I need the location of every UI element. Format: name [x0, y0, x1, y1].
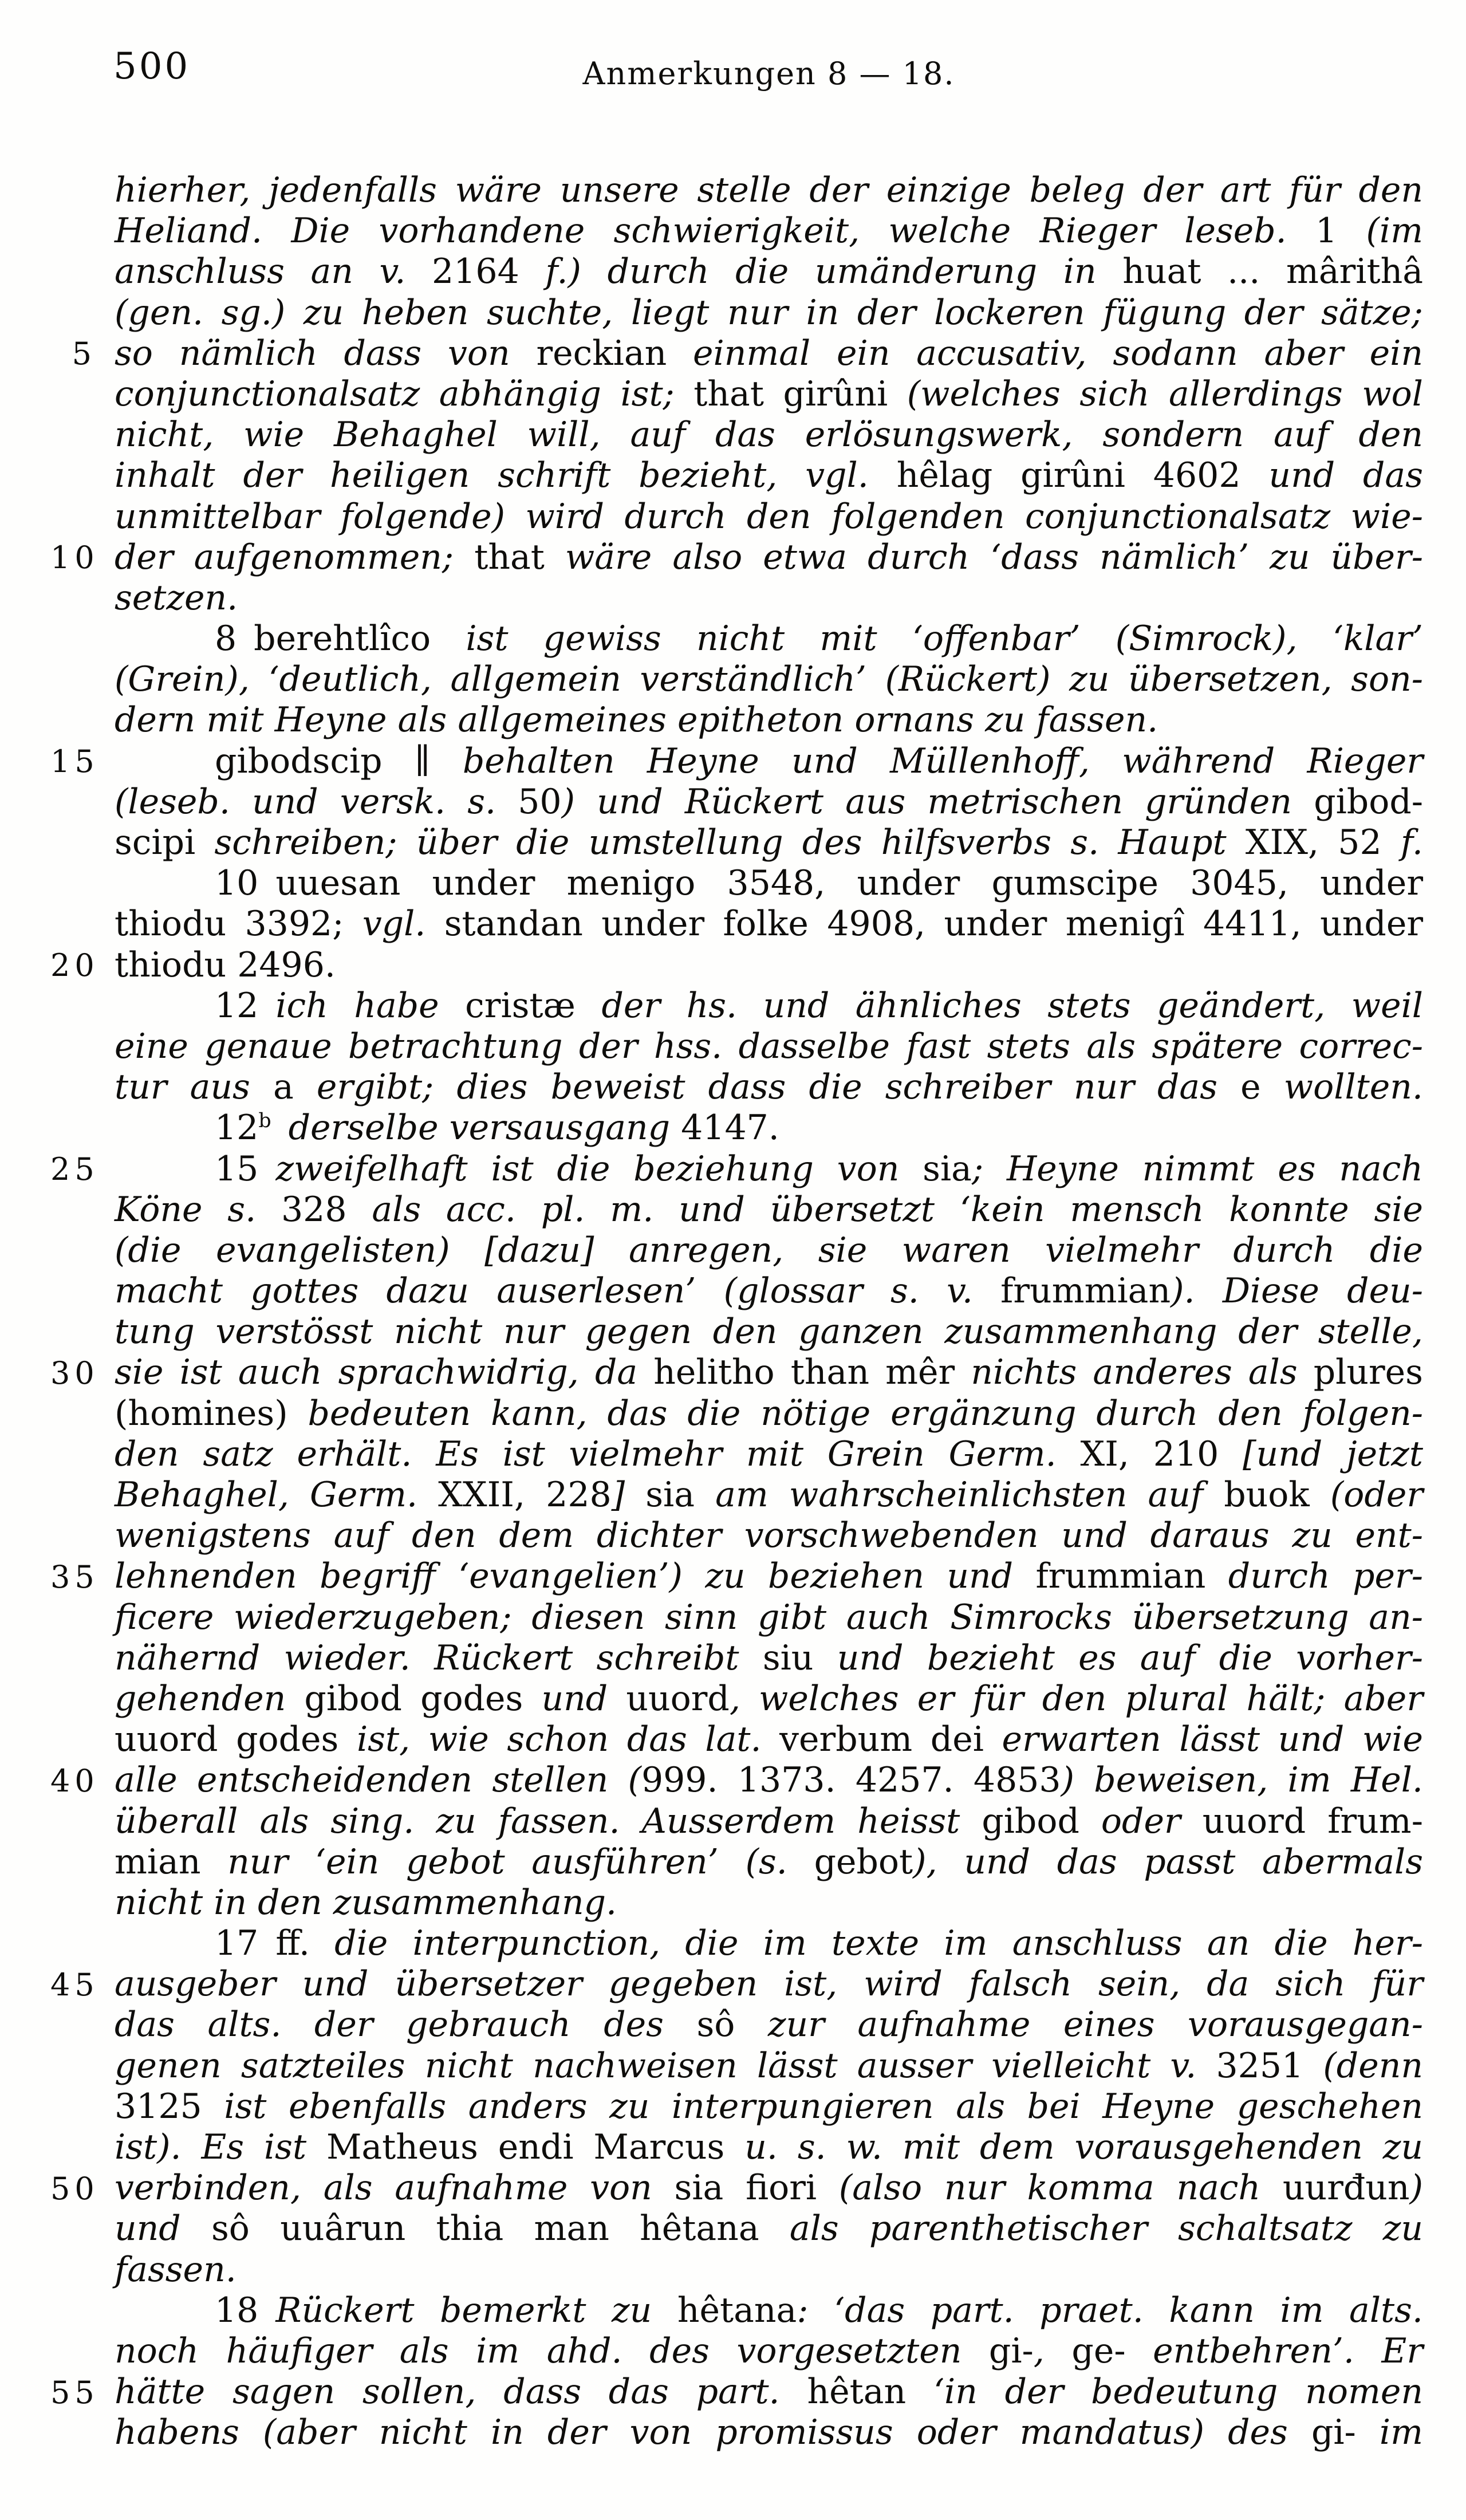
margin-line-number: 30	[50, 1354, 99, 1391]
roman-run: sô	[696, 2005, 735, 2045]
roman-run: mian	[115, 1841, 201, 1882]
italic-run: Behaghel, Germ.	[115, 1475, 439, 1515]
italic-run: ergibt; dies beweist dass die schreiber nur das	[293, 1067, 1241, 1108]
text-line	[115, 1679, 1423, 1719]
italic-run: (leseb. und versk. s.	[115, 781, 518, 822]
italic-run: nur ‘ein gebot ausführen’ (s.	[200, 1841, 814, 1882]
text-line	[115, 1638, 1423, 1679]
text-line	[115, 1597, 1423, 1638]
margin-line-number: 55	[50, 2374, 99, 2411]
roman-run: 12	[215, 1108, 259, 1148]
roman-run: 999. 1373. 4257. 4853	[641, 1760, 1061, 1801]
roman-run: standan under folke 4908, under menigî 4411, under	[444, 904, 1424, 944]
roman-run: 12	[215, 985, 276, 1026]
italic-run: ist ebenfalls anders zu interpungieren als bei Heyne geschehen	[202, 2086, 1423, 2127]
text-line	[115, 2372, 1423, 2412]
italic-run: und	[523, 1678, 626, 1719]
italic-run: ‘in der bedeutung nomen	[906, 2372, 1423, 2412]
margin-line-number: 5	[72, 335, 96, 372]
roman-run: 3125	[115, 2086, 202, 2127]
roman-run: huat ... mârithâ	[1122, 251, 1424, 292]
italic-run: ,	[1033, 2330, 1072, 2371]
roman-run: gebot	[814, 1841, 913, 1882]
roman-run: thiodu 3392;	[115, 904, 362, 944]
italic-run: nicht, wie Behaghel will, auf das erlösungswerk, sondern auf den	[115, 415, 1423, 455]
roman-run: hêtan	[807, 2372, 907, 2412]
text-line	[115, 1230, 1423, 1271]
italic-run: überall als sing. zu fassen. Ausserdem heisst	[115, 1801, 982, 1841]
italic-run: ficere wiederzugeben; diesen sinn gibt auch Simrocks übersetzung an-	[115, 1597, 1423, 1637]
italic-run: und bezieht es auf die vorher-	[813, 1637, 1424, 1678]
italic-run: genen satzteiles nicht nachweisen lässt ausser vielleicht v.	[115, 2045, 1216, 2086]
italic-run: [und jetzt	[1219, 1434, 1423, 1474]
text-line	[115, 1801, 1423, 1842]
text-line	[115, 333, 1423, 374]
roman-run: Matheus endi Marcus	[326, 2127, 725, 2167]
italic-run: wenigstens auf den dem dichter vorschwebenden und daraus zu ent-	[115, 1515, 1423, 1556]
text-line	[115, 1393, 1423, 1434]
text-line	[115, 293, 1423, 333]
text-line	[115, 455, 1423, 496]
italic-run: der aufgenommen;	[115, 537, 475, 577]
italic-run: , welches er für den plural hält; aber	[729, 1678, 1423, 1719]
italic-run: verbinden, als aufnahme von	[115, 2168, 675, 2208]
text-line	[115, 986, 1423, 1026]
italic-run: conjunctionalsatz abhängig ist;	[115, 373, 694, 414]
italic-run: ich habe	[275, 985, 466, 1026]
margin-line-number: 35	[50, 1558, 99, 1595]
text-line	[115, 2005, 1423, 2045]
text-line	[115, 1271, 1423, 1312]
italic-run: die interpunction, die im texte im anschluss an die her-	[309, 1923, 1423, 1964]
italic-run: nichts anderes als	[955, 1352, 1314, 1393]
roman-run: gi-	[1311, 2412, 1356, 2453]
italic-run: unmittelbar folgende) wird durch den folgenden conjunctionalsatz wie-	[115, 496, 1423, 537]
text-line	[115, 1760, 1423, 1801]
text-line	[115, 945, 1423, 986]
italic-run: eine genaue betrachtung der hss. dasselbe fast stets als spätere correc-	[115, 1026, 1423, 1066]
text-line	[115, 2168, 1423, 2208]
roman-run: uurđun	[1282, 2168, 1410, 2208]
roman-run: hêlag girûni 4602	[896, 455, 1241, 496]
text-line	[115, 2290, 1423, 2331]
italic-run: wäre also etwa durch ‘dass nämlich’ zu über-	[544, 537, 1424, 577]
roman-run: scipi	[115, 822, 196, 863]
italic-run: f.) durch die umänderung in	[519, 251, 1123, 292]
italic-run: und das	[1240, 455, 1423, 496]
italic-run: (Grein), ‘deutlich, allgemein verständlich’ (Rückert) zu übersetzen, son-	[115, 659, 1423, 700]
roman-run: gibodscip ∥	[215, 741, 463, 781]
italic-run: habens (aber nicht in der von promissus oder mandatus) des	[115, 2412, 1311, 2453]
roman-run: 50	[518, 781, 562, 822]
italic-run: entbehren’. Er	[1125, 2330, 1424, 2371]
italic-run: so nämlich dass von	[115, 333, 537, 373]
margin-line-number: 25	[50, 1151, 99, 1187]
roman-run: uuord godes	[115, 1719, 339, 1760]
text-line	[115, 2046, 1423, 2086]
italic-run: der hs. und ähnliches stets geändert, weil	[575, 985, 1423, 1026]
italic-run: nähernd wieder. Rückert schreibt	[115, 1637, 763, 1678]
roman-run: verbum dei	[779, 1719, 984, 1760]
text-line	[115, 1190, 1423, 1230]
italic-run: Köne s.	[115, 1189, 281, 1230]
italic-run: dern mit Heyne als allgemeines epitheton ornans zu fassen.	[115, 700, 1158, 741]
roman-run: siu	[762, 1637, 814, 1678]
italic-run: hätte sagen sollen, dass das part.	[115, 2372, 807, 2412]
text-line	[115, 782, 1423, 822]
italic-run: ; Heyne nimmt es nach	[971, 1148, 1423, 1189]
italic-run: hierher, jedenfalls wäre unsere stelle der einzige beleg der art für den	[115, 170, 1423, 210]
roman-run: 15	[215, 1148, 276, 1189]
text-block	[115, 170, 1423, 2454]
text-line	[115, 1108, 1423, 1148]
text-line	[115, 497, 1423, 537]
text-line	[115, 537, 1423, 578]
roman-run: gibod godes	[304, 1678, 523, 1719]
italic-run: alle entscheidenden stellen (	[115, 1760, 641, 1801]
text-line	[115, 822, 1423, 863]
roman-run: a	[273, 1067, 294, 1108]
margin-line-number: 45	[50, 1966, 99, 2003]
italic-run: (also nur komma nach	[817, 2168, 1283, 2208]
italic-run: behalten Heyne und Müllenhoff, während Rieger	[462, 741, 1424, 781]
roman-run: XIX, 52	[1245, 822, 1382, 863]
text-line	[115, 863, 1423, 904]
text-line	[115, 2208, 1423, 2249]
text-line	[115, 1312, 1423, 1352]
roman-run: 2164	[432, 251, 519, 292]
italic-run: als parenthetischer schaltsatz zu	[759, 2208, 1424, 2249]
roman-run: b	[258, 1109, 271, 1133]
italic-run: als acc. pl. m. und übersetzt ‘kein mensch konnte sie	[346, 1189, 1423, 1230]
roman-run: XXII, 228	[438, 1475, 612, 1515]
roman-run: buok	[1224, 1475, 1310, 1515]
text-line	[115, 904, 1423, 944]
italic-run: im	[1355, 2412, 1424, 2453]
roman-run: sô uuârun thia man hêtana	[211, 2208, 759, 2249]
italic-run: )	[1409, 2168, 1423, 2208]
text-line	[115, 415, 1423, 455]
roman-run: reckian	[536, 333, 667, 373]
roman-run: plures	[1313, 1352, 1423, 1393]
italic-run: oder	[1079, 1801, 1203, 1841]
roman-run: thiodu 2496.	[115, 944, 336, 985]
italic-run: sie ist auch sprachwidrig, da	[115, 1352, 654, 1393]
italic-run: zur aufnahme eines vorausgegan-	[735, 2005, 1423, 2045]
italic-run: vgl.	[362, 904, 444, 944]
italic-run: noch häufiger als im ahd. des vorgesetzten	[115, 2330, 989, 2371]
text-line	[115, 1964, 1423, 2005]
italic-run: tur aus	[115, 1067, 273, 1108]
italic-run: (die evangelisten) [dazu] anregen, sie waren vielmehr durch die	[115, 1230, 1423, 1270]
text-line	[115, 1149, 1423, 1190]
margin-line-number: 20	[50, 947, 99, 983]
text-line	[115, 170, 1423, 211]
italic-run: und	[115, 2208, 211, 2249]
text-line	[115, 1719, 1423, 1760]
roman-run: sia	[923, 1148, 972, 1189]
text-line	[115, 700, 1423, 741]
italic-run: ist gewiss nicht mit ‘offenbar’ (Simrock), ‘klar’	[431, 619, 1423, 659]
text-line	[115, 619, 1423, 659]
roman-run: gibod	[982, 1801, 1079, 1841]
italic-run: nicht in den zusammenhang.	[115, 1882, 617, 1923]
roman-run: frummian	[1000, 1271, 1171, 1312]
italic-run: ). Diese deu-	[1171, 1271, 1424, 1312]
roman-run: 328	[281, 1189, 347, 1230]
roman-run: 8 berehtlîco	[215, 619, 431, 659]
italic-run: (gen. sg.) zu heben suchte, liegt nur in der lockeren fügung der sätze;	[115, 292, 1423, 333]
roman-run: 17 ff.	[215, 1923, 310, 1964]
italic-run: ), und das passt abermals	[913, 1841, 1423, 1882]
roman-run: that girûni	[693, 373, 888, 414]
roman-run: 1	[1315, 211, 1338, 251]
roman-run: 4147.	[681, 1108, 779, 1148]
roman-run: sia	[645, 1475, 695, 1515]
roman-run: e	[1240, 1067, 1261, 1108]
text-line	[115, 1842, 1423, 1883]
roman-run: ge-	[1071, 2330, 1126, 2371]
text-line	[115, 741, 1423, 782]
page-number: 500	[113, 45, 191, 88]
italic-run: am wahrscheinlichsten auf	[695, 1475, 1224, 1515]
roman-run: that	[474, 537, 545, 577]
italic-run: derselbe versausgang	[271, 1108, 681, 1148]
italic-run: ausgeber und übersetzer gegeben ist, wird falsch sein, da sich für	[115, 1964, 1423, 2005]
italic-run: setzen.	[115, 577, 238, 618]
italic-run: zweifelhaft ist die beziehung von	[275, 1148, 923, 1189]
italic-run: anschluss an v.	[115, 251, 432, 292]
text-line	[115, 659, 1423, 700]
roman-run: (homines)	[115, 1393, 288, 1434]
text-line	[115, 251, 1423, 292]
running-title: Anmerkungen 8 — 18.	[582, 56, 955, 92]
text-line	[115, 2412, 1423, 2453]
italic-run: ) beweisen, im Hel.	[1061, 1760, 1424, 1801]
text-line	[115, 1475, 1423, 1515]
text-line	[115, 1923, 1423, 1964]
italic-run: Rückert bemerkt zu	[275, 2290, 677, 2330]
text-line	[115, 374, 1423, 415]
italic-run: inhalt der heiligen schrift bezieht, vgl.	[115, 455, 897, 496]
roman-run: 18	[215, 2290, 276, 2330]
text-line	[115, 578, 1423, 619]
roman-run: 3251	[1216, 2045, 1304, 2086]
italic-run: macht gottes dazu auserlesen’ (glossar s. v.	[115, 1271, 1001, 1312]
margin-line-number: 15	[50, 743, 99, 779]
roman-run: gibod-	[1314, 781, 1423, 822]
italic-run: (im	[1337, 211, 1423, 251]
roman-run: hêtana	[677, 2290, 797, 2330]
text-line	[115, 2086, 1423, 2127]
roman-run: sia fiori	[674, 2168, 817, 2208]
text-line	[115, 1352, 1423, 1393]
margin-line-number: 10	[50, 539, 99, 576]
roman-run: uuord	[626, 1678, 730, 1719]
text-line	[115, 1556, 1423, 1597]
text-line	[115, 211, 1423, 251]
text-line	[115, 2127, 1423, 2168]
roman-run: gi-	[988, 2330, 1034, 2371]
italic-run: gehenden	[115, 1678, 305, 1719]
text-line	[115, 1026, 1423, 1067]
italic-run: ist). Es ist	[115, 2127, 326, 2167]
italic-run: Heliand. Die vorhandene schwierigkeit, welche Rieger leseb.	[115, 211, 1316, 251]
text-line	[115, 1434, 1423, 1475]
italic-run: schreiben; über die umstellung des hilfsverbs s. Haupt	[195, 822, 1246, 863]
text-line	[115, 2250, 1423, 2290]
text-line	[115, 1515, 1423, 1556]
margin-line-number: 40	[50, 1762, 99, 1799]
italic-run: u. s. w. mit dem vorausgehenden zu	[724, 2127, 1423, 2167]
margin-line-number: 50	[50, 2170, 99, 2207]
roman-run: cristæ	[465, 985, 576, 1026]
italic-run: (oder	[1309, 1475, 1424, 1515]
italic-run: durch per-	[1205, 1556, 1423, 1597]
roman-run: helitho than mêr	[653, 1352, 955, 1393]
italic-run: einmal ein accusativ, sodann aber ein	[667, 333, 1424, 373]
text-line	[115, 1067, 1423, 1108]
italic-run: bedeuten kann, das die nötige ergänzung durch den folgen-	[287, 1393, 1423, 1434]
italic-run: ) und Rückert aus metrischen gründen	[561, 781, 1314, 822]
italic-run: das alts. der gebrauch des	[115, 2005, 697, 2045]
roman-run: frummian	[1035, 1556, 1206, 1597]
roman-run: uuord frum-	[1202, 1801, 1423, 1841]
italic-run: (denn	[1303, 2045, 1423, 2086]
italic-run: f.	[1381, 822, 1424, 863]
italic-run: (welches sich allerdings wol	[888, 373, 1423, 414]
italic-run: ]	[611, 1475, 646, 1515]
text-line	[115, 1883, 1423, 1923]
italic-run: wollten.	[1260, 1067, 1423, 1108]
italic-run: ist, wie schon das lat.	[338, 1719, 780, 1760]
roman-run: XI, 210	[1080, 1434, 1219, 1474]
italic-run: den satz erhält. Es ist vielmehr mit Grein Germ.	[115, 1434, 1081, 1474]
italic-run: tung verstösst nicht nur gegen den ganzen zusammenhang der stelle,	[115, 1312, 1423, 1352]
italic-run: erwarten lässt und wie	[983, 1719, 1424, 1760]
text-line	[115, 2331, 1423, 2372]
italic-run: : ‘das part. praet. kann im alts.	[797, 2290, 1423, 2330]
italic-run: lehnenden begriff ‘evangelien’) zu beziehen und	[115, 1556, 1036, 1597]
roman-run: 10 uuesan under menigo 3548, under gumscipe 3045, under	[215, 863, 1423, 904]
italic-run: fassen.	[115, 2249, 237, 2290]
